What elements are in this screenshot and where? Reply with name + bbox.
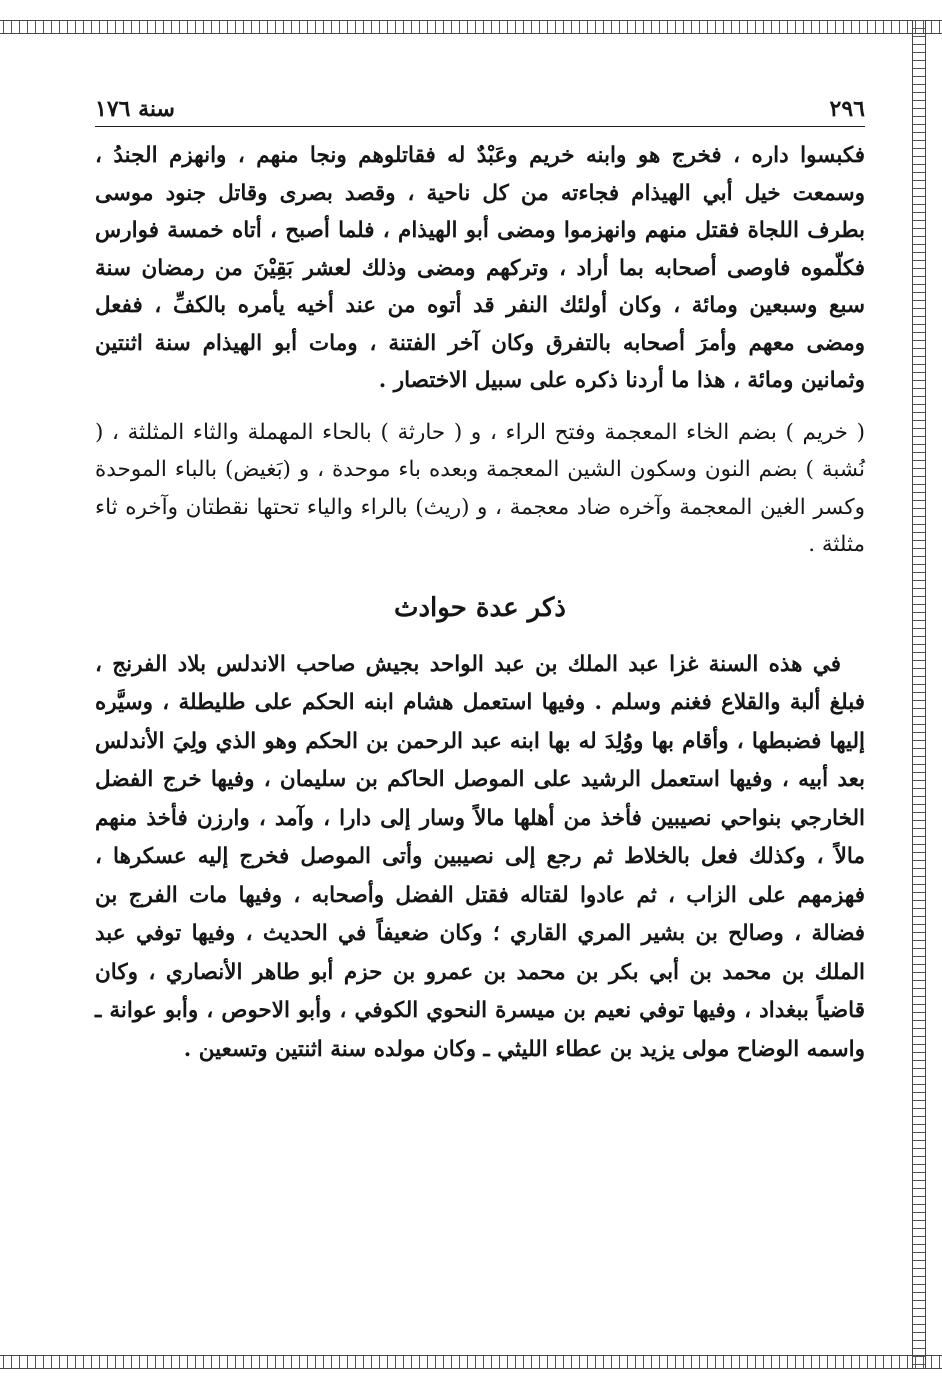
body-paragraph-1: فكبسوا داره ، فخرج هو وابنه خريم وعَبْدٌ له فقاتلوهم ونجا منهم ، وانهزم الجندُ ، وسمعت خيل أبي الهيذام فجاءته من كل ناحية ، وقصد بصرى وقاتل جنود موسى بطرف اللجاة فقتل منهم وانهزموا ومضى أبو الهيذام ، فلما أصبح ، أتاه خمسة فوارس فكلّموه فاوصى أصحابه بما أراد ، وتركهم ومضى وذلك لعشر بَقِيْنَ من رمضان سنة سبع وسبعين ومائة ، وكان أولئك النفر قد أتوه من عند أخيه يأمره بالكفِّ ، ففعل ومضى معهم وأمرَ أصحابه بالتفرق وكان آخر الفتنة ، ومات أبو الهيذام سنة اثنتين وثمانين ومائة ، هذا ما أردنا ذكره على سبيل الاختصار . [95,143,865,393]
decorative-border-bottom [0,1355,942,1369]
decorative-border-top [0,20,942,34]
running-header [95,92,865,127]
book-page [95,92,865,1069]
year-label: سنة ١٧٦ [95,96,175,122]
page-number: ٢٩٦ [829,96,865,122]
body-paragraph-2: في هذه السنة غزا عبد الملك بن عبد الواحد بجيش صاحب الاندلس بلاد الفرنج ، فبلغ ألبة والقلاع فغنم وسلم . وفيها استعمل هشام ابنه الحكم على طليطلة ، وسيَّره إليها فضبطها ، وأقام بها ووُلِدَ له بها ابنه عبد الرحمن بن الحكم وهو الذي ولِيَ الأندلس بعد أبيه ، وفيها استعمل الرشيد على الموصل الحاكم بن سليمان ، وفيها خرج الفضل الخارجي بنواحي نصيبين فأخذ من أهلها مالاً وسار إلى دارا ، وآمد ، وارزن فأخذ منهم مالاً ، وكذلك فعل بالخلاط ثم رجع إلى نصيبين وأتى الموصل فخرج إليه عسكرها ، فهزمهم على الزاب ، ثم عادوا لقتاله فقتل الفضل وأصحابه ، وفيها مات الفرج بن فضالة ، وصالح بن بشير المري القاري ؛ وكان ضعيفاً في الحديث ، وفيها توفي عبد الملك بن محمد بن أبي بكر بن محمد بن عمرو بن حزم أبو طاهر الأنصاري ، وكان قاضياً ببغداد ، وفيها توفي نعيم بن ميسرة النحوي الكوفي ، وأبو الاحوص ، وأبو عوانة ـ واسمه الوضاح مولى يزيد بن عطاء الليثي ـ وكان مولده سنة اثنتين وتسعين . [95,651,865,1062]
decorative-border-right [912,20,926,1368]
section-title: ذكر عدة حوادث [394,592,566,623]
footnote-paragraph: ( خريم ) بضم الخاء المعجمة وفتح الراء ، و ( حارثة ) بالحاء المهملة والثاء المثلثة ، ( نُشبة ) بضم النون وسكون الشين المعجمة وبعده باء موحدة ، و (بَغيض) بالباء الموحدة وكسر الغين المعجمة وآخره ضاد معجمة ، و (ريث) بالراء والياء تحتها نقطتان وآخره ثاء مثلثة . [95,419,865,557]
